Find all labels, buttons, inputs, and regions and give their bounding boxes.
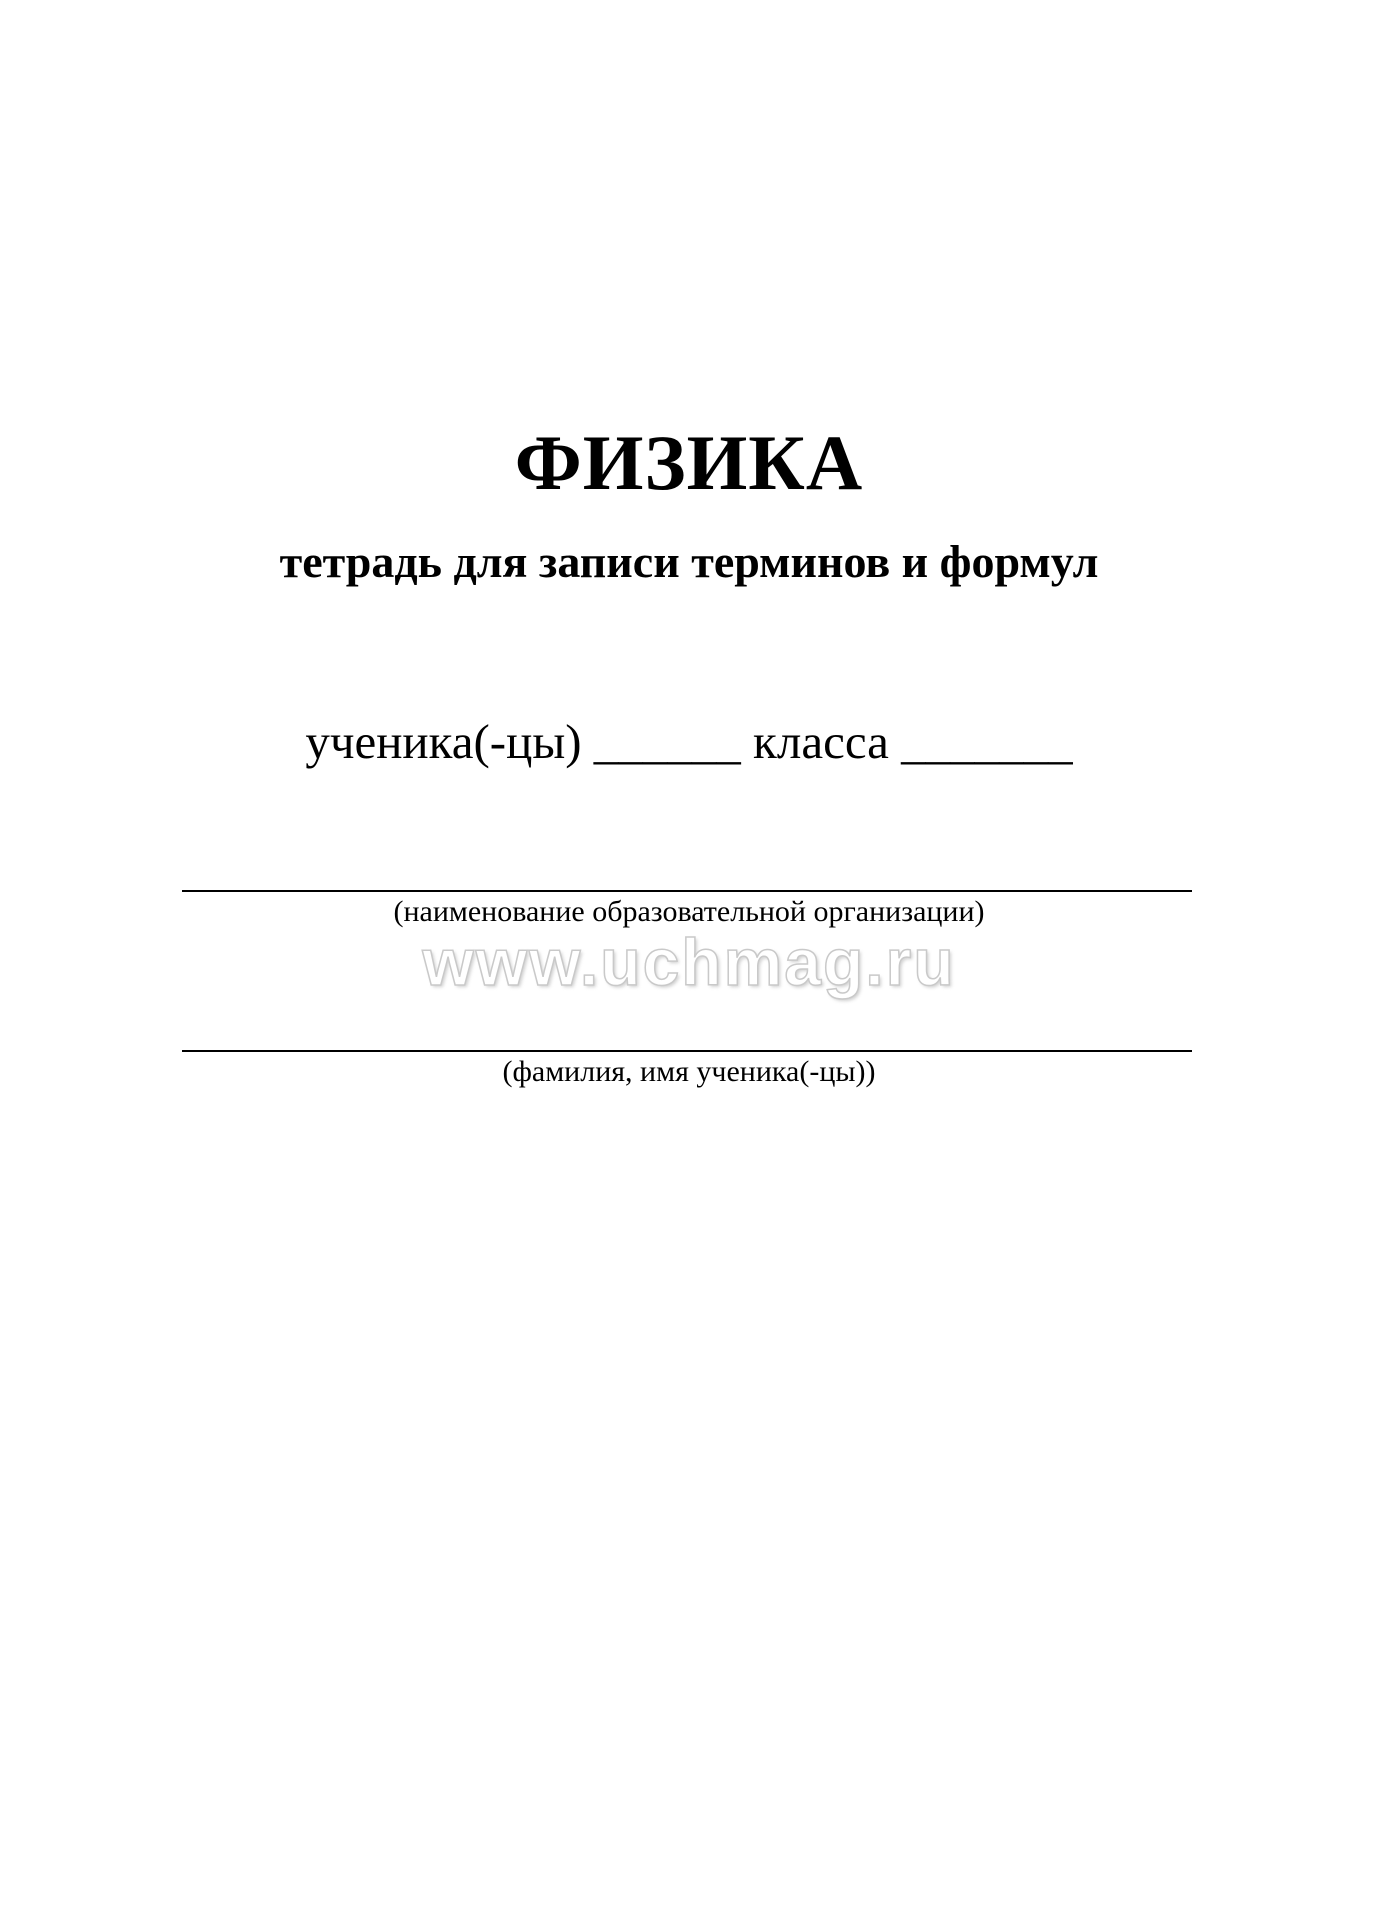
- student-class-line: ученика(-цы) ______ класса _______: [305, 714, 1073, 769]
- cover-subtitle: тетрадь для записи терминов и формул: [279, 536, 1099, 587]
- name-caption: (фамилия, имя ученика(-цы)): [502, 1055, 876, 1088]
- name-fill-line: [182, 1050, 1192, 1052]
- org-caption: (наименование образовательной организации): [393, 895, 985, 928]
- watermark: www.uchmag.ru: [422, 925, 956, 999]
- cover-title: ФИЗИКА: [514, 419, 864, 506]
- org-fill-line: [182, 890, 1192, 892]
